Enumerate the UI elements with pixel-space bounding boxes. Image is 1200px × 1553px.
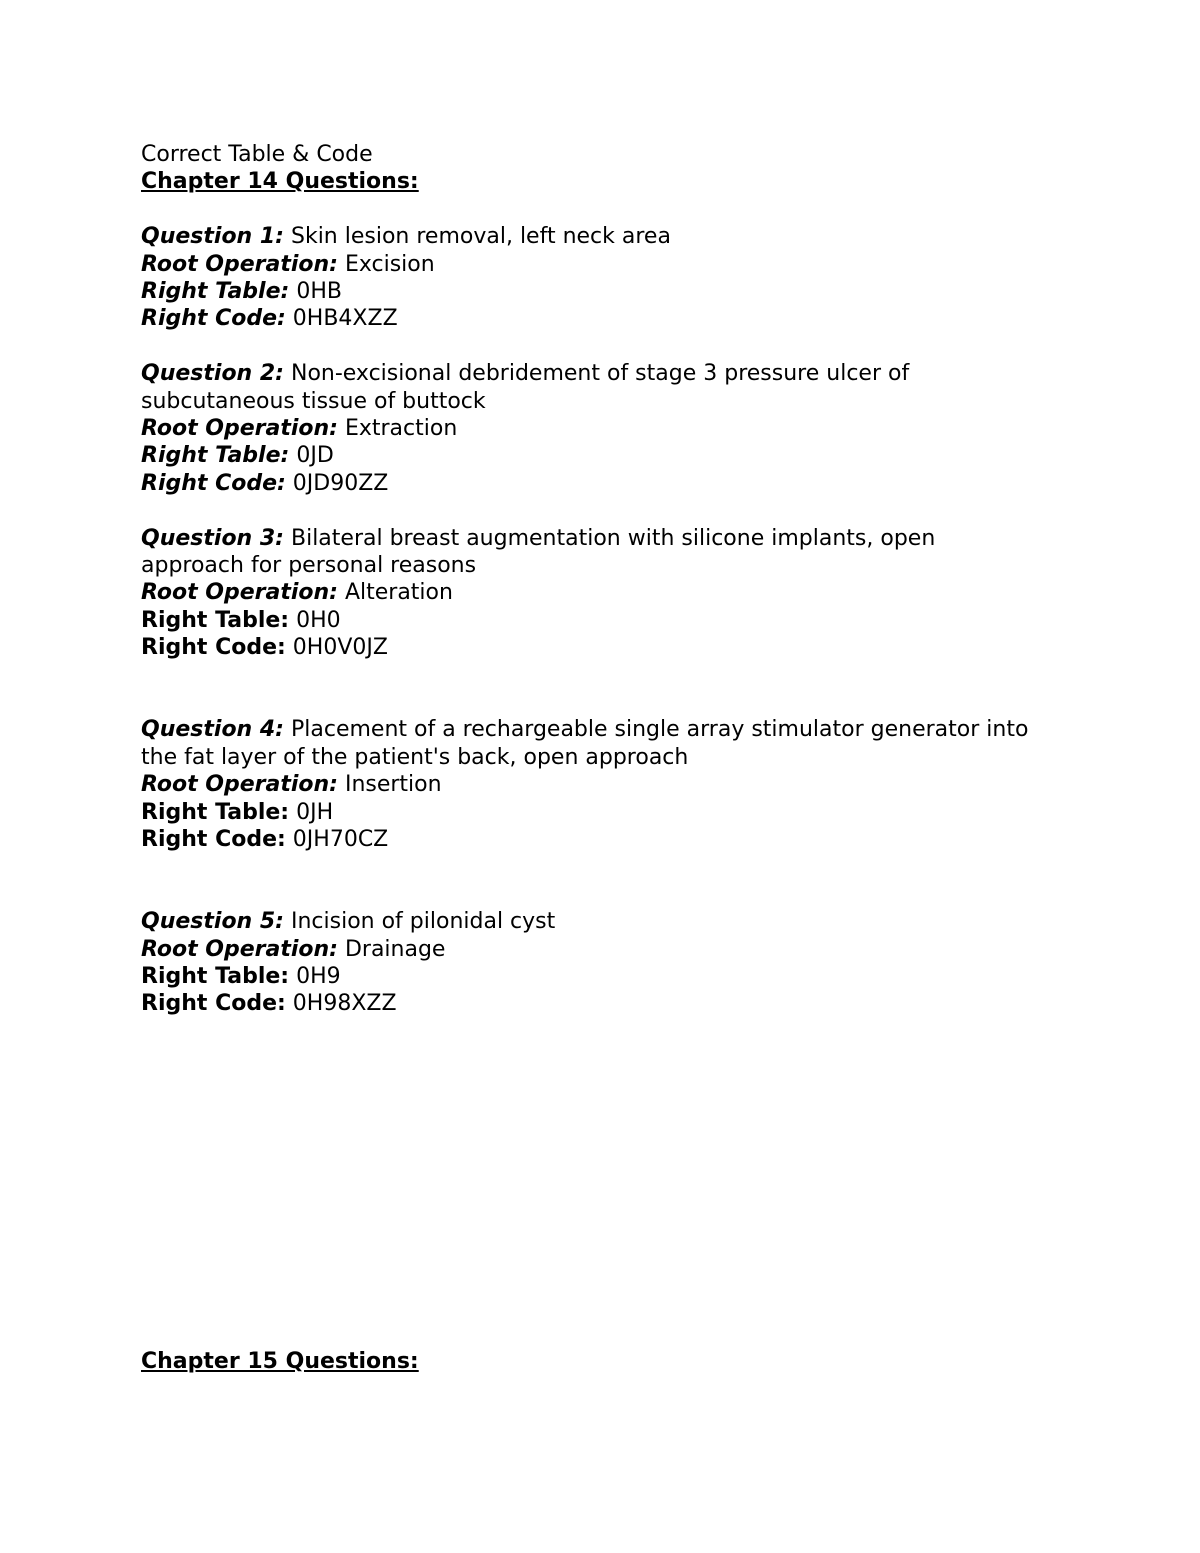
blank-line: [141, 662, 1061, 689]
question-label: Question 5:: [141, 909, 284, 935]
document-page: [141, 141, 1061, 1018]
right-table-value: 0JH: [296, 799, 334, 825]
right-table-label: Right Table:: [141, 607, 290, 633]
right-table-value: 0H0: [296, 607, 341, 633]
question-label: Question 2:: [141, 361, 284, 387]
right-code-value: 0JH70CZ: [292, 827, 389, 853]
right-table-label: Right Table:: [141, 279, 290, 305]
question-block-2: [141, 360, 1061, 497]
right-table-value: 0JD: [296, 443, 334, 469]
root-operation-value: Alteration: [344, 580, 453, 606]
blank-line: [141, 853, 1061, 880]
question-block-3: [141, 525, 1061, 662]
chapter-15-heading: Chapter 15 Questions:: [141, 1349, 419, 1374]
right-table-label: Right Table:: [141, 443, 290, 469]
blank-line: [141, 497, 1061, 524]
right-code-label: Right Code:: [141, 827, 286, 853]
blank-line: [141, 333, 1061, 360]
question-text: Placement of a rechargeable single array stimulator generator into the fat layer of the patient's back, open approach: [141, 717, 1029, 770]
question-label: Question 1:: [141, 224, 284, 250]
question-label: Question 4:: [141, 717, 284, 743]
right-code-value: 0JD90ZZ: [292, 470, 389, 496]
root-operation-label: Root Operation:: [141, 416, 338, 442]
question-text: Incision of pilonidal cyst: [290, 909, 556, 935]
question-block-4: [141, 716, 1061, 853]
blank-line: [141, 689, 1061, 716]
root-operation-label: Root Operation:: [141, 772, 338, 798]
root-operation-label: Root Operation:: [141, 251, 338, 277]
question-block-1: [141, 223, 1061, 333]
right-table-label: Right Table:: [141, 799, 290, 825]
root-operation-label: Root Operation:: [141, 580, 338, 606]
right-table-value: 0H9: [296, 964, 341, 990]
blank-line: [141, 881, 1061, 908]
right-table-value: 0HB: [296, 279, 342, 305]
question-text: Non-excisional debridement of stage 3 pressure ulcer of subcutaneous tissue of buttock: [141, 361, 910, 414]
right-code-label: Right Code:: [141, 470, 286, 496]
blank-line: [141, 196, 1061, 223]
right-code-value: 0HB4XZZ: [292, 306, 398, 332]
root-operation-value: Drainage: [344, 936, 446, 962]
right-code-label: Right Code:: [141, 635, 286, 661]
document-title: Correct Table & Code: [141, 142, 373, 167]
right-code-value: 0H0V0JZ: [292, 635, 388, 661]
root-operation-label: Root Operation:: [141, 936, 338, 962]
root-operation-value: Extraction: [344, 416, 458, 442]
chapter-14-heading: Chapter 14 Questions:: [141, 169, 419, 195]
question-text: Skin lesion removal, left neck area: [290, 224, 671, 250]
question-text: Bilateral breast augmentation with silicone implants, open approach for personal reasons: [141, 525, 936, 579]
right-code-label: Right Code:: [141, 991, 286, 1017]
right-code-label: Right Code:: [141, 306, 286, 332]
chapter-15-section: [141, 1348, 419, 1375]
question-label: Question 3:: [141, 525, 284, 551]
right-code-value: 0H98XZZ: [292, 991, 397, 1017]
right-table-label: Right Table:: [141, 964, 290, 990]
root-operation-value: Excision: [344, 251, 435, 277]
question-block-5: [141, 908, 1061, 1018]
root-operation-value: Insertion: [344, 772, 442, 798]
